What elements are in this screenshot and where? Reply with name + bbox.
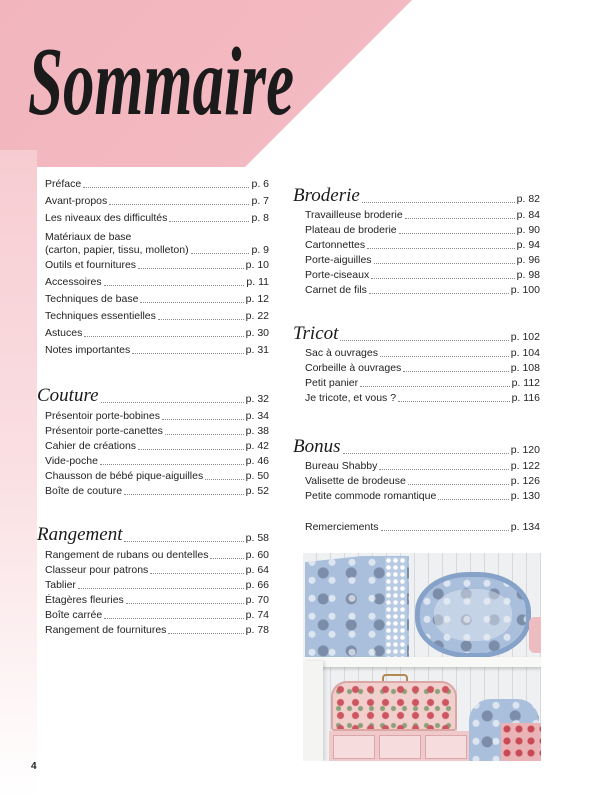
dot-leader bbox=[78, 588, 244, 589]
section-heading-broderie bbox=[293, 185, 540, 207]
toc-entry bbox=[45, 563, 269, 578]
toc-entry-page: p. 9 bbox=[251, 244, 269, 256]
toc-entry-page: p. 78 bbox=[245, 624, 269, 636]
dot-leader bbox=[369, 293, 509, 294]
toc-entry-label: Techniques essentielles bbox=[45, 310, 156, 322]
page-number: 4 bbox=[31, 761, 37, 772]
dot-leader bbox=[126, 603, 244, 604]
dot-leader bbox=[380, 356, 509, 357]
toc-entry bbox=[45, 274, 269, 291]
toc-entry bbox=[45, 469, 269, 484]
toc-entry bbox=[305, 268, 540, 283]
toc-entry-label: Boîte carrée bbox=[45, 609, 103, 621]
section-title: Rangement bbox=[37, 524, 123, 545]
toc-entry-label: Notes importantes bbox=[45, 344, 131, 356]
toc-entry-page: p. 94 bbox=[516, 239, 540, 251]
toc-entry bbox=[45, 409, 269, 424]
dot-leader bbox=[124, 541, 243, 542]
toc-entry-page: p. 98 bbox=[516, 269, 540, 281]
mini-drawers bbox=[329, 731, 471, 761]
section-page: p. 82 bbox=[516, 193, 540, 205]
dot-leader bbox=[169, 221, 249, 222]
section-title: Couture bbox=[37, 385, 99, 406]
toc-entry-page: p. 12 bbox=[245, 293, 269, 305]
toc-entry bbox=[45, 325, 269, 342]
toc-entry bbox=[305, 283, 540, 298]
dot-leader bbox=[405, 218, 515, 219]
toc-entry-page: p. 22 bbox=[245, 310, 269, 322]
toc-entry-page: p. 8 bbox=[251, 212, 269, 224]
toile-tray bbox=[415, 572, 531, 658]
toc-entry bbox=[305, 474, 540, 489]
dot-leader bbox=[100, 464, 244, 465]
dot-leader bbox=[343, 453, 509, 454]
section-list-tricot bbox=[305, 346, 540, 406]
toc-entry bbox=[45, 439, 269, 454]
toc-entry-page: p. 31 bbox=[245, 344, 269, 356]
section-heading-bonus bbox=[293, 436, 540, 458]
toc-entry-page: p. 52 bbox=[245, 485, 269, 497]
dot-leader bbox=[398, 401, 510, 402]
toc-entry-label: Remerciements bbox=[305, 521, 379, 533]
toc-entry-label: Accessoires bbox=[45, 276, 102, 288]
section-list-couture bbox=[45, 409, 269, 499]
toc-entry bbox=[305, 520, 540, 535]
dot-leader bbox=[191, 253, 250, 254]
dot-leader bbox=[83, 187, 249, 188]
toc-entry-page: p. 38 bbox=[245, 425, 269, 437]
toc-entry-page: p. 10 bbox=[245, 259, 269, 271]
toc-entry-page: p. 112 bbox=[511, 377, 540, 389]
toc-entry bbox=[305, 391, 540, 406]
toc-entry-page: p. 42 bbox=[245, 440, 269, 452]
toc-entry-page: p. 50 bbox=[245, 470, 269, 482]
toc-entry-label: Cahier de créations bbox=[45, 440, 137, 452]
toc-entry bbox=[45, 424, 269, 439]
dot-leader bbox=[101, 402, 244, 403]
section-heading-couture bbox=[37, 385, 269, 407]
pink-side-fade bbox=[0, 150, 37, 800]
toc-entry-label: Outils et fournitures bbox=[45, 259, 137, 271]
section-page: p. 120 bbox=[510, 444, 540, 456]
toc-entry bbox=[45, 193, 269, 210]
dot-leader bbox=[408, 484, 509, 485]
dot-leader bbox=[104, 285, 245, 286]
toc-entry bbox=[305, 361, 540, 376]
toc-entry-page: p. 90 bbox=[516, 224, 540, 236]
pink-fabric-item bbox=[529, 617, 541, 653]
toc-entry bbox=[45, 257, 269, 274]
toc-entry-label: Tablier bbox=[45, 579, 76, 591]
toc-entry-page: p. 6 bbox=[251, 178, 269, 190]
dot-leader bbox=[438, 499, 508, 500]
toc-entry-page: p. 7 bbox=[251, 195, 269, 207]
shelf-board bbox=[303, 657, 541, 667]
dot-leader bbox=[140, 302, 243, 303]
section-title: Tricot bbox=[293, 323, 339, 344]
toc-entry bbox=[45, 176, 269, 193]
section-title: Broderie bbox=[293, 185, 360, 206]
toc-entry bbox=[45, 593, 269, 608]
toc-entry-label: Classeur pour patrons bbox=[45, 564, 149, 576]
drawer bbox=[425, 735, 467, 759]
toc-entry-label: Porte-ciseaux bbox=[305, 269, 370, 281]
toc-entry-label bbox=[45, 231, 189, 257]
red-fabric-item bbox=[501, 723, 541, 761]
toc-entry-label: Cartonnettes bbox=[305, 239, 366, 251]
toc-entry-page: p. 74 bbox=[245, 609, 269, 621]
toc-entry-page: p. 100 bbox=[510, 284, 540, 296]
dot-leader bbox=[138, 268, 244, 269]
toc-entry bbox=[45, 608, 269, 623]
dot-leader bbox=[403, 371, 508, 372]
toc-intro bbox=[45, 176, 269, 359]
toc-entry bbox=[305, 208, 540, 223]
toc-entry bbox=[305, 376, 540, 391]
dot-leader bbox=[340, 340, 508, 341]
dot-leader bbox=[367, 248, 515, 249]
toc-entry bbox=[45, 308, 269, 325]
toc-entry-label: Valisette de brodeuse bbox=[305, 475, 406, 487]
toc-entry-page: p. 60 bbox=[245, 549, 269, 561]
toc-entry bbox=[45, 210, 269, 227]
section-list-bonus bbox=[305, 459, 540, 504]
toc-entry-label: Astuces bbox=[45, 327, 83, 339]
toc-entry-label: Sac à ouvrages bbox=[305, 347, 378, 359]
toc-entry bbox=[45, 342, 269, 359]
toc-entry-label: Bureau Shabby bbox=[305, 460, 378, 472]
section-page: p. 32 bbox=[245, 393, 269, 405]
toc-entry-page: p. 130 bbox=[510, 490, 540, 502]
toc-entry-label: Je tricote, et vous ? bbox=[305, 392, 397, 404]
dot-leader bbox=[162, 419, 244, 420]
dot-leader bbox=[374, 263, 515, 264]
shelf-upright bbox=[303, 661, 323, 761]
toc-entry-label: Les niveaux des difficultés bbox=[45, 212, 168, 224]
toc-entry-label: Rangement de fournitures bbox=[45, 624, 167, 636]
toc-entry-label: Petit panier bbox=[305, 377, 359, 389]
toc-entry-label-line-2: (carton, papier, tissu, molleton) bbox=[45, 244, 189, 256]
toc-entry bbox=[305, 223, 540, 238]
dot-leader bbox=[84, 336, 243, 337]
toc-entry-label: Chausson de bébé pique-aiguilles bbox=[45, 470, 204, 482]
toc-entry-page: p. 34 bbox=[245, 410, 269, 422]
toc-entry-page: p. 126 bbox=[510, 475, 540, 487]
toc-entry-page: p. 11 bbox=[246, 276, 269, 288]
dot-leader bbox=[109, 204, 249, 205]
section-remerciements bbox=[305, 520, 540, 535]
toc-entry-label: Carnet de fils bbox=[305, 284, 367, 296]
toc-entry bbox=[45, 484, 269, 499]
dot-leader bbox=[205, 479, 243, 480]
toc-entry bbox=[45, 227, 269, 257]
page-title: Sommaire bbox=[28, 27, 295, 136]
dot-leader bbox=[381, 530, 509, 531]
dot-leader bbox=[362, 202, 515, 203]
toc-entry bbox=[305, 459, 540, 474]
toc-entry-label: Plateau de broderie bbox=[305, 224, 397, 236]
toc-entry-label: Porte-aiguilles bbox=[305, 254, 372, 266]
toc-entry-label: Rangement de rubans ou dentelles bbox=[45, 549, 209, 561]
toc-entry-page: p. 84 bbox=[516, 209, 540, 221]
toc-entry-page: p. 122 bbox=[510, 460, 540, 472]
toc-entry-label: Techniques de base bbox=[45, 293, 139, 305]
toc-entry bbox=[305, 346, 540, 361]
drawer bbox=[379, 735, 421, 759]
dot-leader bbox=[104, 618, 243, 619]
toc-entry bbox=[305, 238, 540, 253]
section-page: p. 102 bbox=[510, 331, 540, 343]
dot-leader bbox=[371, 278, 514, 279]
toc-entry-label: Préface bbox=[45, 178, 82, 190]
toc-entry-page: p. 96 bbox=[516, 254, 540, 266]
dot-leader bbox=[165, 434, 244, 435]
toc-entry-page: p. 66 bbox=[245, 579, 269, 591]
toc-entry-label: Vide-poche bbox=[45, 455, 98, 467]
dot-leader bbox=[399, 233, 515, 234]
dot-leader bbox=[138, 449, 244, 450]
shelf-photo bbox=[303, 553, 541, 761]
dot-leader bbox=[360, 386, 509, 387]
dot-leader bbox=[132, 353, 243, 354]
toc-entry-label-line-1: Matériaux de base bbox=[45, 231, 132, 243]
toc-entry-page: p. 108 bbox=[510, 362, 540, 374]
toc-entry-page: p. 134 bbox=[510, 521, 540, 533]
toc-entry-label: Corbeille à ouvrages bbox=[305, 362, 402, 374]
toc-entry bbox=[305, 253, 540, 268]
toc-entry-label: Boîte de couture bbox=[45, 485, 123, 497]
toc-entry bbox=[45, 548, 269, 563]
toc-entry-page: p. 30 bbox=[245, 327, 269, 339]
dot-leader bbox=[150, 573, 243, 574]
tray-center bbox=[434, 589, 512, 641]
toc-entry-label: Présentoir porte-bobines bbox=[45, 410, 160, 422]
toc-entry-page: p. 116 bbox=[511, 392, 540, 404]
toc-entry bbox=[45, 291, 269, 308]
toc-entry-label: Petite commode romantique bbox=[305, 490, 437, 502]
section-title: Bonus bbox=[293, 436, 341, 457]
section-page: p. 58 bbox=[245, 532, 269, 544]
floral-chest bbox=[331, 681, 457, 731]
section-list-rangement bbox=[45, 548, 269, 638]
toc-entry-label: Travailleuse broderie bbox=[305, 209, 403, 221]
toc-entry bbox=[305, 489, 540, 504]
dot-leader bbox=[379, 469, 508, 470]
toc-entry-label: Présentoir porte-canettes bbox=[45, 425, 163, 437]
toc-entry-page: p. 64 bbox=[245, 564, 269, 576]
toc-entry bbox=[45, 578, 269, 593]
section-heading-tricot bbox=[293, 323, 540, 345]
section-heading-rangement bbox=[37, 524, 269, 546]
toc-entry-label: Étagères fleuries bbox=[45, 594, 124, 606]
section-list-broderie bbox=[305, 208, 540, 298]
toc-entry bbox=[45, 623, 269, 638]
toc-entry-page: p. 46 bbox=[245, 455, 269, 467]
dot-leader bbox=[168, 633, 243, 634]
polka-dot-panel bbox=[385, 557, 407, 657]
toc-entry-page: p. 70 bbox=[245, 594, 269, 606]
dot-leader bbox=[210, 558, 243, 559]
toc-entry-label: Avant-propos bbox=[45, 195, 108, 207]
dot-leader bbox=[158, 319, 244, 320]
drawer bbox=[333, 735, 375, 759]
toc-entry-page: p. 104 bbox=[510, 347, 540, 359]
dot-leader bbox=[124, 494, 244, 495]
toc-entry bbox=[45, 454, 269, 469]
